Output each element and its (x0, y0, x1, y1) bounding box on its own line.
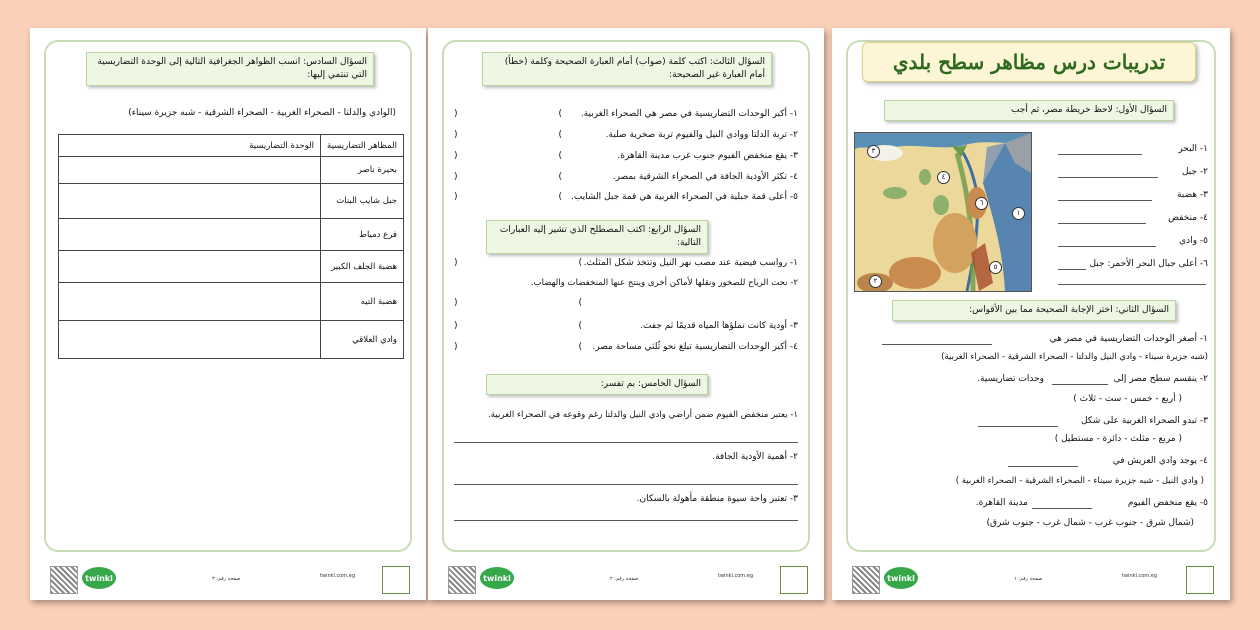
answer-line[interactable] (454, 442, 798, 443)
q1-item: ٣- هضبة (1176, 190, 1208, 200)
answer-line[interactable] (1058, 177, 1158, 178)
table-header-unit: الوحدة التضاريسية (59, 135, 321, 157)
options-line: (الوادي والدلتا - الصحراء الغربية - الصحراء الشرقية - شبه جزيرة سيناء) (128, 108, 396, 118)
q2-options: ( أربع - خمس - ست - ثلاث ) (1073, 394, 1182, 404)
q4-item: ١- رواسب فيضية عند مصب نهر النيل وتتخذ شكل المثلث. (583, 258, 798, 268)
worksheet-page-3 (30, 28, 426, 600)
q1-item: ١- البحر (1178, 144, 1208, 154)
q4-item: ٢- نحت الرياح للصخور ونقلها لأماكن أخرى وينتج عنها المنخفضات والهضاب. (530, 278, 798, 288)
answer-cell[interactable] (59, 321, 321, 359)
table-row: وادي العلاقي (321, 321, 404, 359)
q3-item: ٢- تربة الدلتا ووادي النيل والفيوم تربة صخرية صلبة. (605, 130, 798, 140)
answer-brackets[interactable]: ) ( (454, 192, 562, 202)
answer-brackets[interactable]: ) ( (454, 342, 582, 352)
map-label: ٢ (869, 275, 882, 288)
table-row: هضبة الجلف الكبير (321, 251, 404, 283)
worksheet-page-1 (832, 28, 1230, 600)
q5-item: ٣- تعتبر واحة سيوة منطقة مأهولة بالسكان. (636, 494, 798, 504)
q2-options: (شمال شرق - جنوب غرب - شمال غرب - جنوب شرق) (986, 518, 1194, 528)
site-url: twinkl.com.eg (718, 573, 753, 579)
map-label: ٥ (989, 261, 1002, 274)
table-header-feature: المظاهر التضاريسية (321, 135, 404, 157)
q3-item: ٤- تكثر الأودية الجافة في الصحراء الشرقية بمصر. (612, 172, 798, 182)
map-label: ٦ (975, 197, 988, 210)
q1-item: ٥- وادي (1179, 236, 1208, 246)
twinkl-logo: twinkl (480, 567, 514, 589)
answer-cell[interactable] (59, 184, 321, 219)
q2-item: ٤- يوجد وادي العريش في (1112, 456, 1208, 466)
answer-cell[interactable] (59, 283, 321, 321)
map-label: ١ (1012, 207, 1025, 220)
answer-line[interactable] (1058, 200, 1152, 201)
q1-item: ٤- منخفض (1168, 213, 1208, 223)
table-row: فرع دمياط (321, 219, 404, 251)
q1-title: السؤال الأول: لاحظ خريطة مصر، ثم أجب (884, 100, 1174, 121)
map-label: ٤ (937, 171, 950, 184)
q2-item: ٥- يقع منخفض الفيوم (1127, 498, 1208, 508)
table-row: بحيرة ناصر (321, 157, 404, 184)
answer-line[interactable] (454, 520, 798, 521)
qr-code-icon (448, 566, 476, 594)
page-footer (832, 558, 1230, 600)
q2-options: (شبه جزيرة سيناء - وادي النيل والدلتا - الصحراء الشرقية - الصحراء الغربية) (941, 352, 1208, 362)
site-url: twinkl.com.eg (320, 573, 355, 579)
qr-code-icon (50, 566, 78, 594)
answer-line[interactable] (1058, 284, 1206, 285)
answer-brackets[interactable]: ) ( (454, 298, 582, 308)
answer-line[interactable] (978, 426, 1058, 427)
q5-item: ١- يعتبر منخفض الفيوم ضمن أراضي وادي النيل والدلتا رغم وقوعه في الصحراء الغربية. (488, 410, 798, 420)
q2-options: ( وادي النيل - شبه جزيرة سيناء - الصحراء الشرقية - الصحراء الغربية ) (955, 476, 1204, 486)
ministry-logo-icon (1186, 566, 1214, 594)
answer-brackets[interactable]: ) ( (454, 109, 562, 119)
answer-brackets[interactable]: ) ( (454, 321, 582, 331)
q2-item: ٢- ينقسم سطح مصر إلى (1113, 374, 1208, 384)
answer-line[interactable] (1058, 269, 1086, 270)
page-number: صفحة رقم: ٢ (610, 576, 639, 582)
page-footer (428, 558, 824, 600)
q2-item: ١- أصغر الوحدات التضاريسية في مصر هي (1049, 334, 1208, 344)
table-row: هضبة التيه (321, 283, 404, 321)
q2-item: ٣- تبدو الصحراء الغربية على شكل (1080, 416, 1208, 426)
q2-item-end: مدينة القاهرة. (975, 498, 1028, 508)
q2-item-end: وحدات تضاريسية. (977, 374, 1044, 384)
answer-line[interactable] (454, 484, 798, 485)
q6-title: السؤال السادس: انسب الظواهر الجغرافية التالية إلى الوحدة التضاريسية التي تنتمي إليها: (86, 52, 374, 86)
ministry-logo-icon (780, 566, 808, 594)
matching-table (58, 134, 404, 359)
answer-line[interactable] (1032, 508, 1092, 509)
answer-brackets[interactable]: ) ( (454, 130, 562, 140)
answer-line[interactable] (1058, 154, 1142, 155)
worksheet-page-2 (428, 28, 824, 600)
answer-line[interactable] (1008, 466, 1078, 467)
q4-title: السؤال الرابع: اكتب المصطلح الذي تشير إليه العبارات التالية: (486, 220, 708, 254)
map-graphic (855, 133, 1031, 291)
page-number: صفحة رقم: ١ (1014, 576, 1043, 582)
page-title: تدريبات درس مظاهر سطح بلدي (862, 42, 1196, 82)
q5-title: السؤال الخامس: بم تفسر: (486, 374, 708, 395)
q3-title: السؤال الثالث: اكتب كلمة (صواب) أمام العبارة الصحيحة وكلمة (خطأ) أمام العبارة غير الصحيحة: (482, 52, 772, 86)
page-footer (30, 558, 426, 600)
q3-item: ١- أكبر الوحدات التضاريسية في مصر هي الصحراء الغربية. (580, 109, 798, 119)
answer-brackets[interactable]: ) ( (454, 172, 562, 182)
answer-cell[interactable] (59, 251, 321, 283)
q1-item: ٦- أعلى جبال البحر الأحمر: جبل (1089, 259, 1208, 269)
egypt-map (854, 132, 1032, 292)
q2-title: السؤال الثاني: اختر الإجابة الصحيحة مما بين الأقواس: (892, 300, 1176, 321)
answer-cell[interactable] (59, 157, 321, 184)
q2-options: ( مربع - مثلث - دائرة - مستطيل ) (1054, 434, 1182, 444)
q5-item: ٢- أهمية الأودية الجافة. (712, 452, 798, 462)
answer-line[interactable] (882, 344, 992, 345)
site-url: twinkl.com.eg (1122, 573, 1157, 579)
table-row: جبل شايب البنات (321, 184, 404, 219)
map-label: ٣ (867, 145, 880, 158)
answer-line[interactable] (1058, 246, 1156, 247)
answer-line[interactable] (1058, 223, 1146, 224)
answer-cell[interactable] (59, 219, 321, 251)
q1-item: ٢- جبل (1181, 167, 1208, 177)
q4-item: ٣- أودية كانت تملؤها المياه قديمًا ثم جفت. (640, 321, 798, 331)
qr-code-icon (852, 566, 880, 594)
twinkl-logo: twinkl (884, 567, 918, 589)
twinkl-logo: twinkl (82, 567, 116, 589)
answer-line[interactable] (1052, 384, 1108, 385)
page-number: صفحة رقم: ٣ (212, 576, 241, 582)
answer-brackets[interactable]: ) ( (454, 151, 562, 161)
q4-item: ٤- أكبر الوحدات التضاريسية تبلغ نحو ثُلثي مساحة مصر. (592, 342, 798, 352)
ministry-logo-icon (382, 566, 410, 594)
q3-item: ٣- يقع منخفض الفيوم جنوب غرب مدينة القاهرة. (617, 151, 798, 161)
answer-brackets[interactable]: ) ( (454, 258, 582, 268)
q3-item: ٥- أعلى قمة جبلية في الصحراء الغربية هي قمة جبل الشايب. (570, 192, 798, 202)
